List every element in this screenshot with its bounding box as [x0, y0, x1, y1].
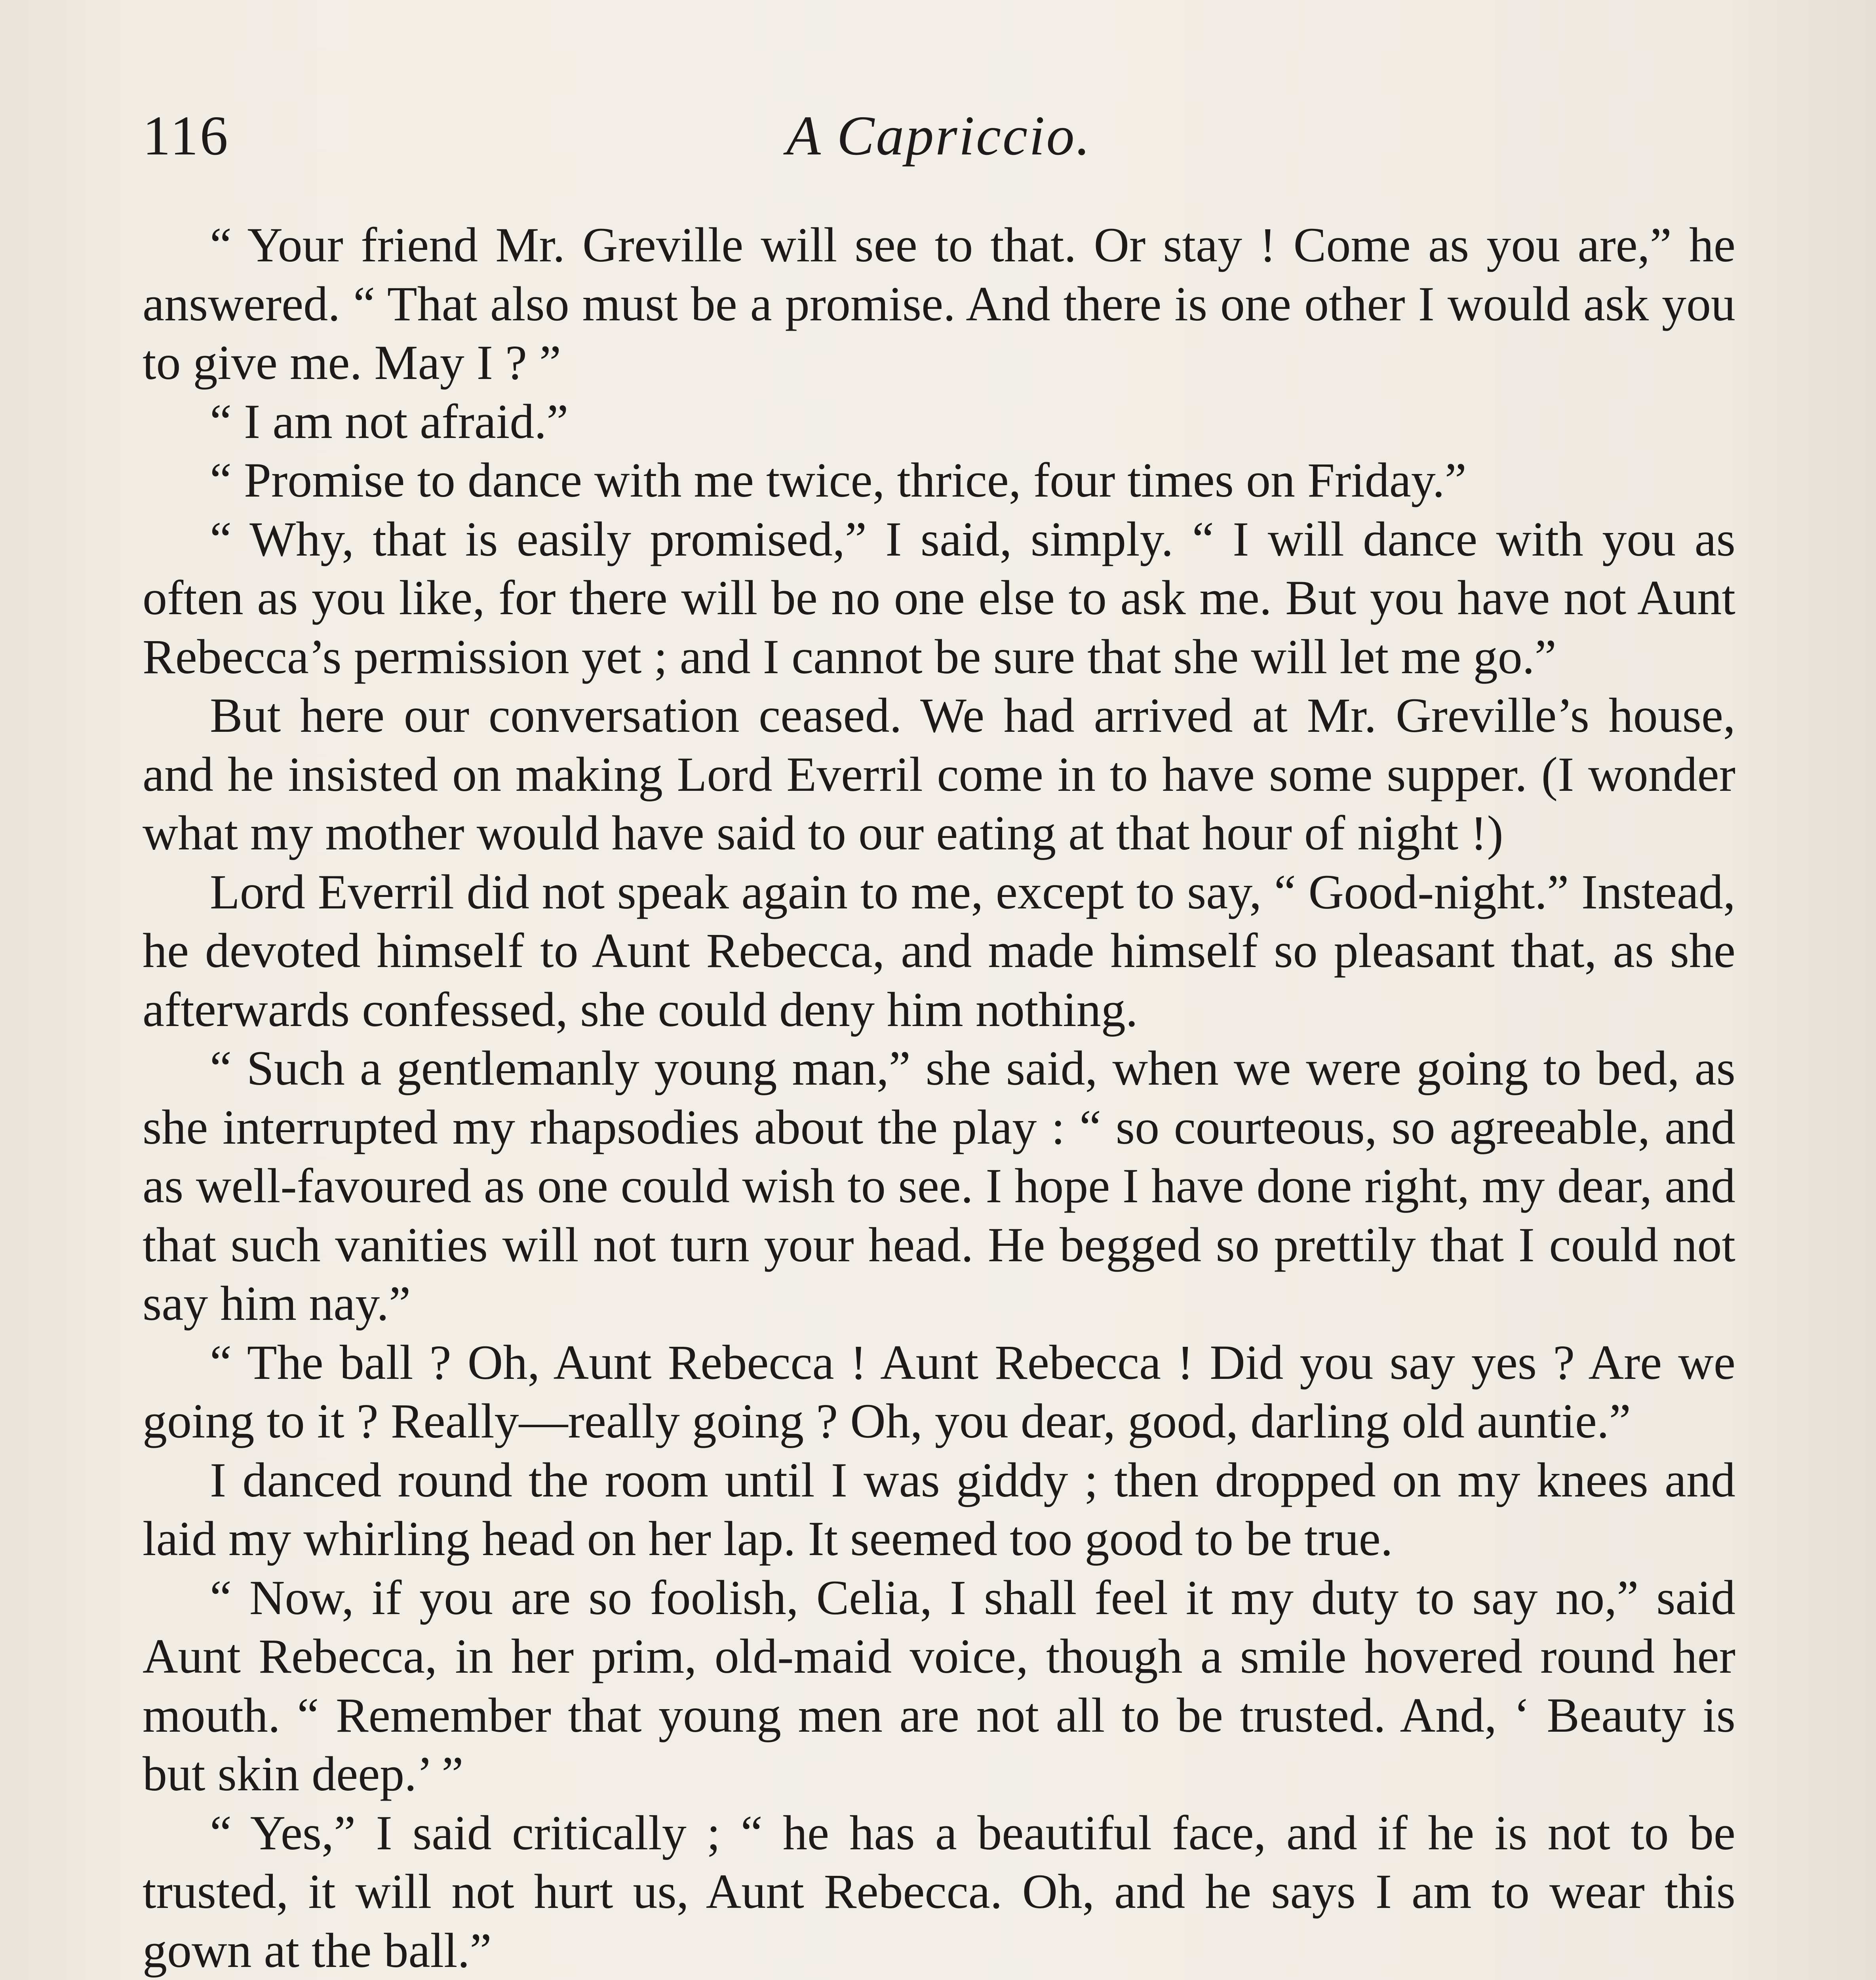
body-text [143, 216, 1735, 1980]
paragraph: “ Promise to dance with me twice, thrice, four times on Friday.” [210, 453, 1467, 507]
paragraph: “ The ball ? Oh, Aunt Rebecca ! Aunt Rebecca ! Did you say yes ? Are we going to it ? Really—really going ? Oh, you dear, good, darling old auntie.” [143, 1335, 1735, 1448]
page-header [143, 95, 1735, 174]
paragraph: “ Such a gentlemanly young man,” she said, when we were going to bed, as she interrupted my rhapsodies about the play : “ so courteous, so agreeable, and as well-favoured as one could wish to see. I hope I have done right, my dear, and that such vanities will not turn your head. He begged so prettily that I could not say him nay.” [143, 1041, 1735, 1331]
paragraph: “ Your friend Mr. Greville will see to that. Or stay ! Come as you are,” he answered. “ That also must be a promise. And there is one other I would ask you to give me. May I ? ” [143, 218, 1735, 390]
page-number: 116 [143, 104, 230, 167]
running-title: A Capriccio. [786, 104, 1092, 167]
paragraph: “ I am not afraid.” [210, 394, 569, 449]
paragraph: “ Yes,” I said critically ; “ he has a beautiful face, and if he is not to be trusted, it will not hurt us, Aunt Rebecca. Oh, and he says I am to wear this gown at the ball.” [143, 1805, 1735, 1978]
paragraph: “ Now, if you are so foolish, Celia, I shall feel it my duty to say no,” said Aunt Rebecca, in her prim, old-maid voice, though a smile hovered round her mouth. “ Remember that young men are not all to be trusted. And, ‘ Beauty is but skin deep.’ ” [143, 1570, 1735, 1801]
paragraph: “ Why, that is easily promised,” I said, simply. “ I will dance with you as often as you like, for there will be no one else to ask me. But you have not Aunt Rebecca’s permission yet ; and I cannot be sure that she will let me go.” [143, 512, 1735, 684]
paragraph: I danced round the room until I was giddy ; then dropped on my knees and laid my whirling head on her lap. It seemed too good to be true. [143, 1453, 1735, 1566]
paragraph: But here our conversation ceased. We had arrived at Mr. Greville’s house, and he insisted on making Lord Everril come in to have some supper. (I wonder what my mother would have said to our eating at that hour of night !) [143, 688, 1735, 860]
paragraph: Lord Everril did not speak again to me, except to say, “ Good-night.” Instead, he devoted himself to Aunt Rebecca, and made himself so pleasant that, as she afterwards confessed, she could deny him nothing. [143, 864, 1735, 1037]
